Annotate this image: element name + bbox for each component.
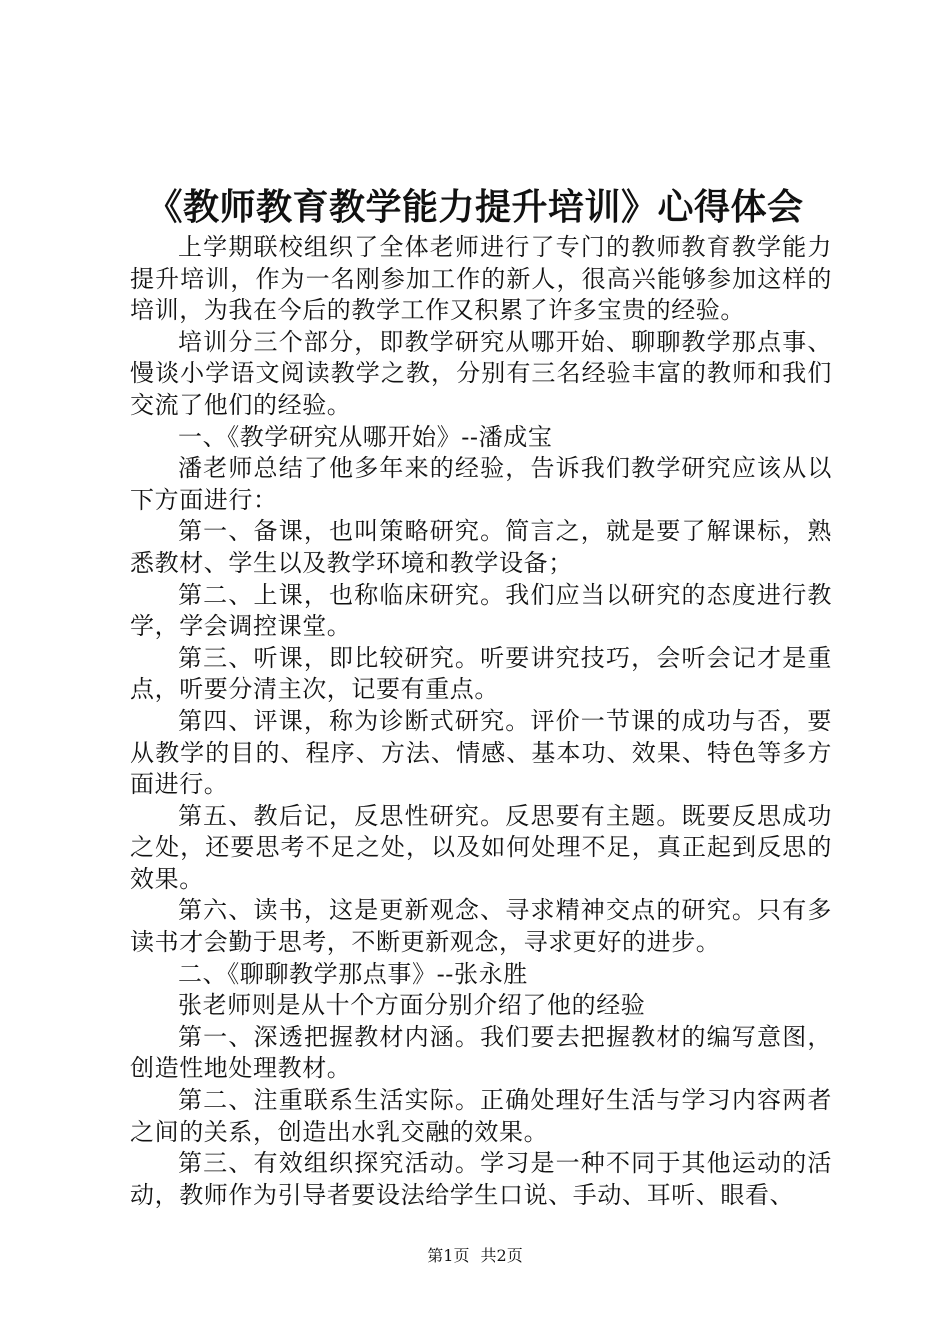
- document-body: [130, 232, 832, 1211]
- paragraph: 第二、上课，也称临床研究。我们应当以研究的态度进行教学，学会调控课堂。: [130, 580, 832, 641]
- paragraph: 第五、教后记，反思性研究。反思要有主题。既要反思成功之处，还要思考不足之处，以及如何处理不足，真正起到反思的效果。: [130, 801, 832, 893]
- paragraph: 第三、有效组织探究活动。学习是一种不同于其他运动的活动，教师作为引导者要设法给学生口说、手动、耳听、眼看、: [130, 1149, 832, 1209]
- paragraph: 第一、备课，也叫策略研究。简言之，就是要了解课标，熟悉教材、学生以及教学环境和教学设备；: [130, 517, 832, 577]
- page-total: 共2页: [480, 1246, 523, 1265]
- paragraph: 培训分三个部分，即教学研究从哪开始、聊聊教学那点事、慢谈小学语文阅读教学之教，分别有三名经验丰富的教师和我们交流了他们的经验。: [130, 327, 832, 419]
- paragraph: 第一、深透把握教材内涵。我们要去把握教材的编写意图，创造性地处理教材。: [130, 1022, 832, 1083]
- paragraph: 第四、评课，称为诊断式研究。评价一节课的成功与否，要从教学的目的、程序、方法、情感、基本功、效果、特色等多方面进行。: [130, 706, 832, 799]
- paragraph: 第三、听课，即比较研究。听要讲究技巧，会听会记才是重点，听要分清主次，记要有重点。: [130, 643, 832, 704]
- page-number: 第1页: [427, 1246, 470, 1265]
- section-heading: 一、《教学研究从哪开始》--潘成宝: [178, 422, 553, 451]
- paragraph: 第六、读书，这是更新观念、寻求精神交点的研究。只有多读书才会勤于思考，不断更新观念，寻求更好的进步。: [130, 896, 832, 957]
- page-footer: [0, 1244, 950, 1268]
- paragraph: 上学期联校组织了全体老师进行了专门的教师教育教学能力提升培训，作为一名刚参加工作的新人，很高兴能够参加这样的培训，为我在今后的教学工作又积累了许多宝贵的经验。: [130, 233, 832, 325]
- document-title: 《教师教育教学能力提升培训》心得体会: [146, 187, 804, 228]
- paragraph: 潘老师总结了他多年来的经验，告诉我们教学研究应该从以下方面进行：: [130, 454, 832, 514]
- paragraph: 张老师则是从十个方面分别介绍了他的经验: [178, 991, 646, 1020]
- section-heading: 二、《聊聊教学那点事》--张永胜: [178, 959, 528, 988]
- paragraph: 第二、注重联系生活实际。正确处理好生活与学习内容两者之间的关系，创造出水乳交融的效果。: [130, 1086, 832, 1146]
